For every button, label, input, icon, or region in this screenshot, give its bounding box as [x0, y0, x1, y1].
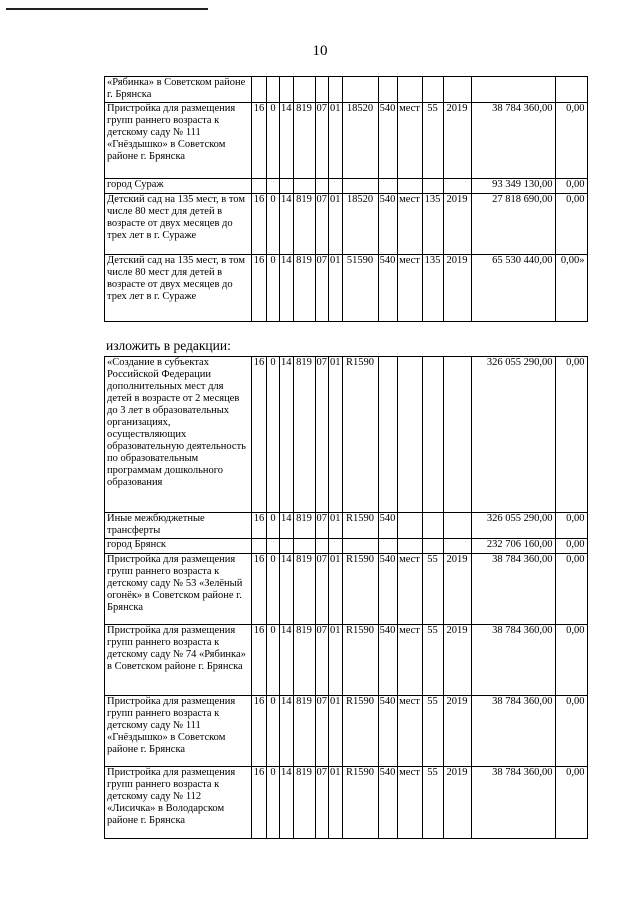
code-cell: [397, 357, 422, 513]
code-cell: 55: [422, 696, 443, 767]
code-cell: 55: [422, 625, 443, 696]
table-row: [105, 539, 588, 554]
code-cell: 07: [315, 513, 329, 539]
amount2-cell: 0,00: [555, 767, 587, 839]
code-cell: 0: [267, 513, 280, 539]
code-cell: 55: [422, 767, 443, 839]
code-cell: 14: [280, 255, 294, 322]
amount2-cell: 0,00: [555, 194, 587, 255]
code-cell: 2019: [443, 103, 471, 179]
code-cell: 540: [378, 625, 397, 696]
code-cell: [329, 179, 343, 194]
code-cell: 14: [280, 513, 294, 539]
budget-table-old: [104, 76, 588, 322]
code-cell: [267, 539, 280, 554]
code-cell: [397, 179, 422, 194]
code-cell: 14: [280, 554, 294, 625]
code-cell: мест: [397, 255, 422, 322]
amount2-cell: 0,00: [555, 513, 587, 539]
item-name-cell: город Брянск: [105, 539, 252, 554]
code-cell: R1590: [342, 767, 378, 839]
code-cell: 0: [267, 357, 280, 513]
code-cell: 14: [280, 357, 294, 513]
code-cell: 14: [280, 696, 294, 767]
item-name-cell: «Создание в субъектах Российской Федерации дополнительных мест для детей в возрасте от 2 месяцев до 3 лет в образовательных организациях, осуществляющих образовательную деятельность по образовательным программам дошкольного образования: [105, 357, 252, 513]
page-number: 10: [312, 43, 328, 59]
code-cell: 07: [315, 255, 329, 322]
code-cell: 16: [252, 255, 267, 322]
item-name-cell: «Рябинка» в Советском районе г. Брянска: [105, 77, 252, 103]
code-cell: [252, 77, 267, 103]
code-cell: [378, 539, 397, 554]
code-cell: [443, 539, 471, 554]
code-cell: [342, 179, 378, 194]
code-cell: 14: [280, 103, 294, 179]
code-cell: 16: [252, 767, 267, 839]
amount-cell: 65 530 440,00: [471, 255, 555, 322]
code-cell: 2019: [443, 696, 471, 767]
table-row: [105, 513, 588, 539]
code-cell: 18520: [342, 103, 378, 179]
table-row: [105, 194, 588, 255]
amount-cell: 93 349 130,00: [471, 179, 555, 194]
code-cell: 14: [280, 194, 294, 255]
code-cell: 819: [293, 767, 315, 839]
code-cell: [397, 513, 422, 539]
code-cell: 2019: [443, 194, 471, 255]
amount-cell: 326 055 290,00: [471, 513, 555, 539]
code-cell: [293, 539, 315, 554]
code-cell: 540: [378, 194, 397, 255]
code-cell: 0: [267, 103, 280, 179]
code-cell: мест: [397, 103, 422, 179]
code-cell: 16: [252, 513, 267, 539]
amount2-cell: 0,00: [555, 357, 587, 513]
code-cell: 01: [329, 767, 343, 839]
code-cell: 07: [315, 103, 329, 179]
code-cell: 51590: [342, 255, 378, 322]
code-cell: мест: [397, 625, 422, 696]
code-cell: 0: [267, 255, 280, 322]
item-name-cell: Пристройка для размещения групп раннего возраста к детскому саду № 111 «Гнёздышко» в Советском районе г. Брянска: [105, 103, 252, 179]
code-cell: [252, 179, 267, 194]
code-cell: R1590: [342, 625, 378, 696]
code-cell: [397, 539, 422, 554]
code-cell: R1590: [342, 357, 378, 513]
code-cell: 2019: [443, 255, 471, 322]
code-cell: 540: [378, 696, 397, 767]
code-cell: 0: [267, 696, 280, 767]
amount-cell: 38 784 360,00: [471, 625, 555, 696]
code-cell: [280, 77, 294, 103]
code-cell: [315, 539, 329, 554]
amount2-cell: 0,00: [555, 179, 587, 194]
item-name-cell: город Сураж: [105, 179, 252, 194]
code-cell: 135: [422, 194, 443, 255]
code-cell: [329, 539, 343, 554]
amount-cell: 27 818 690,00: [471, 194, 555, 255]
code-cell: [397, 77, 422, 103]
code-cell: [443, 77, 471, 103]
table-row: [105, 255, 588, 322]
item-name-cell: Пристройка для размещения групп раннего возраста к детскому саду № 74 «Рябинка» в Советском районе г. Брянска: [105, 625, 252, 696]
table-row: [105, 103, 588, 179]
code-cell: 07: [315, 554, 329, 625]
code-cell: 540: [378, 554, 397, 625]
amount-cell: 326 055 290,00: [471, 357, 555, 513]
amount-cell: 38 784 360,00: [471, 554, 555, 625]
code-cell: 540: [378, 255, 397, 322]
code-cell: [443, 357, 471, 513]
code-cell: 01: [329, 103, 343, 179]
code-cell: 07: [315, 696, 329, 767]
code-cell: 0: [267, 554, 280, 625]
code-cell: 819: [293, 194, 315, 255]
code-cell: 540: [378, 103, 397, 179]
amount2-cell: 0,00: [555, 554, 587, 625]
amount-cell: 232 706 160,00: [471, 539, 555, 554]
code-cell: 0: [267, 767, 280, 839]
code-cell: [378, 77, 397, 103]
table-row: [105, 696, 588, 767]
code-cell: 135: [422, 255, 443, 322]
code-cell: 819: [293, 357, 315, 513]
code-cell: 01: [329, 696, 343, 767]
code-cell: 16: [252, 194, 267, 255]
code-cell: 14: [280, 625, 294, 696]
amount2-cell: 0,00: [555, 103, 587, 179]
table-row: [105, 767, 588, 839]
budget-table-new: [104, 356, 588, 839]
code-cell: [293, 77, 315, 103]
code-cell: [422, 179, 443, 194]
item-name-cell: Пристройка для размещения групп раннего возраста к детскому саду № 111 «Гнёздышко» в Советском районе г. Брянска: [105, 696, 252, 767]
table-row: [105, 554, 588, 625]
code-cell: 55: [422, 554, 443, 625]
top-rule: [6, 8, 208, 10]
code-cell: R1590: [342, 696, 378, 767]
code-cell: 07: [315, 625, 329, 696]
code-cell: 819: [293, 554, 315, 625]
code-cell: 01: [329, 513, 343, 539]
code-cell: 16: [252, 696, 267, 767]
code-cell: 540: [378, 513, 397, 539]
code-cell: [422, 357, 443, 513]
code-cell: 16: [252, 103, 267, 179]
code-cell: [329, 77, 343, 103]
amount-cell: 38 784 360,00: [471, 103, 555, 179]
code-cell: R1590: [342, 554, 378, 625]
code-cell: [342, 77, 378, 103]
amount2-cell: 0,00: [555, 625, 587, 696]
code-cell: [293, 179, 315, 194]
amount-cell: [471, 77, 555, 103]
code-cell: 819: [293, 696, 315, 767]
code-cell: 07: [315, 767, 329, 839]
code-cell: [422, 77, 443, 103]
code-cell: 01: [329, 255, 343, 322]
item-name-cell: Пристройка для размещения групп раннего возраста к детскому саду № 112 «Лисичка» в Володарском районе г. Брянска: [105, 767, 252, 839]
item-name-cell: Детский сад на 135 мест, в том числе 80 мест для детей в возрасте от двух месяцев до трех лет в г. Сураже: [105, 255, 252, 322]
amount2-cell: 0,00: [555, 539, 587, 554]
amount-cell: 38 784 360,00: [471, 767, 555, 839]
code-cell: [422, 539, 443, 554]
code-cell: 0: [267, 625, 280, 696]
code-cell: R1590: [342, 513, 378, 539]
code-cell: [443, 179, 471, 194]
amount-cell: 38 784 360,00: [471, 696, 555, 767]
code-cell: 01: [329, 357, 343, 513]
code-cell: 18520: [342, 194, 378, 255]
code-cell: 2019: [443, 554, 471, 625]
item-name-cell: Пристройка для размещения групп раннего возраста к детскому саду № 53 «Зелёный огонёк» в Советском районе г. Брянска: [105, 554, 252, 625]
code-cell: 0: [267, 194, 280, 255]
code-cell: [342, 539, 378, 554]
code-cell: [280, 539, 294, 554]
code-cell: [378, 179, 397, 194]
code-cell: 540: [378, 767, 397, 839]
code-cell: 16: [252, 554, 267, 625]
code-cell: 16: [252, 357, 267, 513]
code-cell: 07: [315, 194, 329, 255]
code-cell: [378, 357, 397, 513]
code-cell: 01: [329, 194, 343, 255]
code-cell: [443, 513, 471, 539]
table-row: [105, 625, 588, 696]
code-cell: 819: [293, 513, 315, 539]
table-row: [105, 179, 588, 194]
code-cell: 14: [280, 767, 294, 839]
code-cell: мест: [397, 554, 422, 625]
code-cell: [267, 179, 280, 194]
code-cell: мест: [397, 696, 422, 767]
code-cell: [315, 77, 329, 103]
code-cell: 2019: [443, 767, 471, 839]
code-cell: [267, 77, 280, 103]
code-cell: [315, 179, 329, 194]
code-cell: [252, 539, 267, 554]
code-cell: [422, 513, 443, 539]
code-cell: [280, 179, 294, 194]
code-cell: 07: [315, 357, 329, 513]
table-row: [105, 357, 588, 513]
code-cell: 16: [252, 625, 267, 696]
code-cell: мест: [397, 767, 422, 839]
code-cell: 819: [293, 255, 315, 322]
table-row: [105, 77, 588, 103]
section-label: изложить в редакции:: [106, 338, 231, 353]
amount2-cell: 0,00: [555, 696, 587, 767]
code-cell: 01: [329, 625, 343, 696]
code-cell: 819: [293, 103, 315, 179]
amount2-cell: [555, 77, 587, 103]
code-cell: 01: [329, 554, 343, 625]
code-cell: 819: [293, 625, 315, 696]
code-cell: 2019: [443, 625, 471, 696]
amount2-cell: 0,00»: [555, 255, 587, 322]
item-name-cell: Детский сад на 135 мест, в том числе 80 мест для детей в возрасте от двух месяцев до трех лет в г. Сураже: [105, 194, 252, 255]
code-cell: мест: [397, 194, 422, 255]
item-name-cell: Иные межбюджетные трансферты: [105, 513, 252, 539]
code-cell: 55: [422, 103, 443, 179]
